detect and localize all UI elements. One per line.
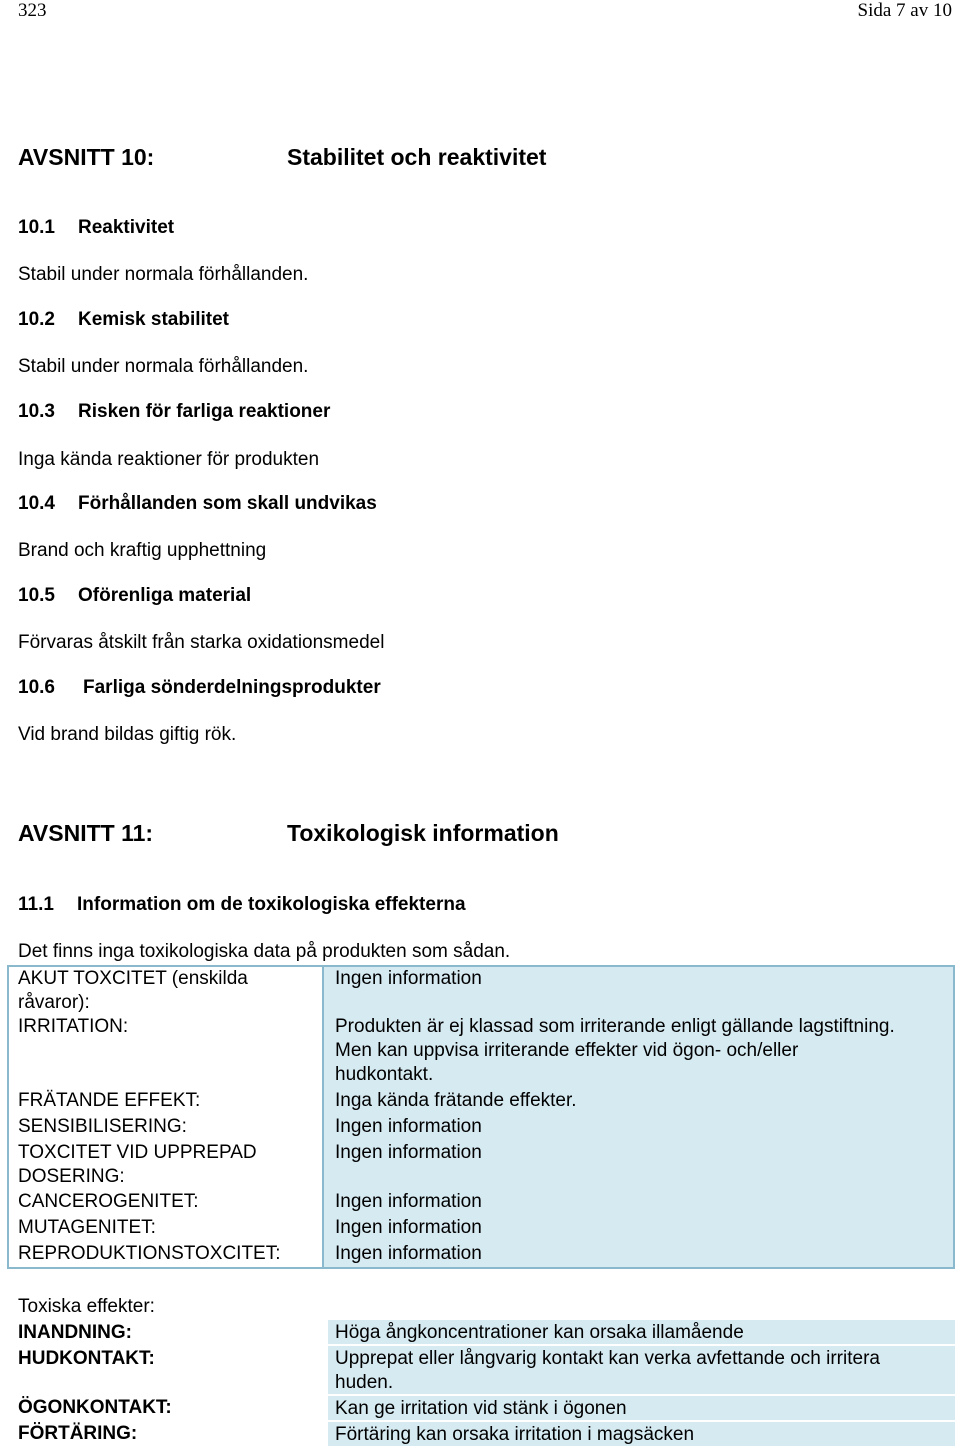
table-row-label: REPRODUKTIONSTOXCITET: [18, 1243, 281, 1264]
item-10-6-text: Vid brand bildas giftig rök. [18, 724, 237, 745]
table-row-label: AKUT TOXCITET (enskilda råvaror): [18, 968, 248, 1013]
item-10-3-text: Inga kända reaktioner för produkten [18, 449, 320, 470]
table-row-label: MUTAGENITET: [18, 1217, 156, 1238]
item-10-1-heading: Reaktivitet [78, 217, 175, 238]
item-10-6-heading: Farliga sönderdelningsprodukter [83, 677, 381, 698]
item-10-3-heading: Risken för farliga reaktioner [78, 401, 331, 422]
table-row-label: SENSIBILISERING: [18, 1116, 187, 1137]
item-10-2-num: 10.2 [18, 309, 55, 330]
item-10-4-text: Brand och kraftig upphettning [18, 540, 267, 561]
table-row-value: Inga kända frätande effekter. [335, 1090, 577, 1111]
toxic-effect-value: Kan ge irritation vid stänk i ögonen [335, 1398, 627, 1419]
item-10-1-num: 10.1 [18, 217, 55, 238]
table-row-value: Ingen information [335, 1217, 482, 1238]
toxic-effect-label: HUDKONTAKT: [18, 1348, 155, 1369]
table-row-value: Ingen information [335, 1142, 482, 1163]
toxic-effect-label: FÖRTÄRING: [18, 1423, 138, 1444]
table-row-label: FRÄTANDE EFFEKT: [18, 1090, 201, 1111]
toxic-effect-value: Förtäring kan orsaka irritation i magsäcken [335, 1424, 695, 1445]
table-row-value: Ingen information [335, 1243, 482, 1264]
toxicology-intro: Det finns inga toxikologiska data på produkten som sådan. [18, 941, 511, 962]
table-row-value: Produkten är ej klassad som irriterande enligt gällande lagstiftning. Men kan uppvisa irriterande effekter vid ögon- och/eller hudkontakt. [335, 1016, 895, 1085]
table-row-value: Ingen information [335, 1191, 482, 1212]
toxic-effect-value: Upprepat eller långvarig kontakt kan verka avfettande och irritera huden. [335, 1348, 880, 1393]
section-11-title: Toxikologisk information [287, 820, 559, 846]
table-row-value: Ingen information [335, 968, 482, 989]
item-10-6-num: 10.6 [18, 677, 55, 698]
item-10-4-num: 10.4 [18, 493, 55, 514]
item-10-4-heading: Förhållanden som skall undvikas [78, 493, 377, 514]
toxic-effect-label: INANDNING: [18, 1322, 132, 1343]
toxic-effects-label: Toxiska effekter: [18, 1296, 155, 1317]
table-row-value: Ingen information [335, 1116, 482, 1137]
section-11-label: AVSNITT 11: [18, 820, 154, 846]
page-number: 323 [18, 0, 47, 21]
page-of: Sida 7 av 10 [857, 0, 952, 21]
toxic-effect-value: Höga ångkoncentrationer kan orsaka illamående [335, 1322, 744, 1343]
item-10-1-text: Stabil under normala förhållanden. [18, 264, 309, 285]
item-10-5-num: 10.5 [18, 585, 55, 606]
item-10-3-num: 10.3 [18, 401, 55, 422]
item-11-1-num: 11.1 [18, 894, 54, 915]
toxic-effect-label: ÖGONKONTAKT: [18, 1397, 172, 1418]
section-10-title: Stabilitet och reaktivitet [287, 144, 547, 170]
item-10-5-text: Förvaras åtskilt från starka oxidationsmedel [18, 632, 385, 653]
item-11-1-heading: Information om de toxikologiska effekterna [77, 894, 466, 915]
item-10-5-heading: Oförenliga material [78, 585, 252, 606]
table-row-label: CANCEROGENITET: [18, 1191, 199, 1212]
item-10-2-text: Stabil under normala förhållanden. [18, 356, 309, 377]
item-10-2-heading: Kemisk stabilitet [78, 309, 229, 330]
table-row-label: TOXCITET VID UPPREPAD DOSERING: [18, 1142, 257, 1187]
table-row-label: IRRITATION: [18, 1016, 129, 1037]
section-10-label: AVSNITT 10: [18, 144, 155, 170]
